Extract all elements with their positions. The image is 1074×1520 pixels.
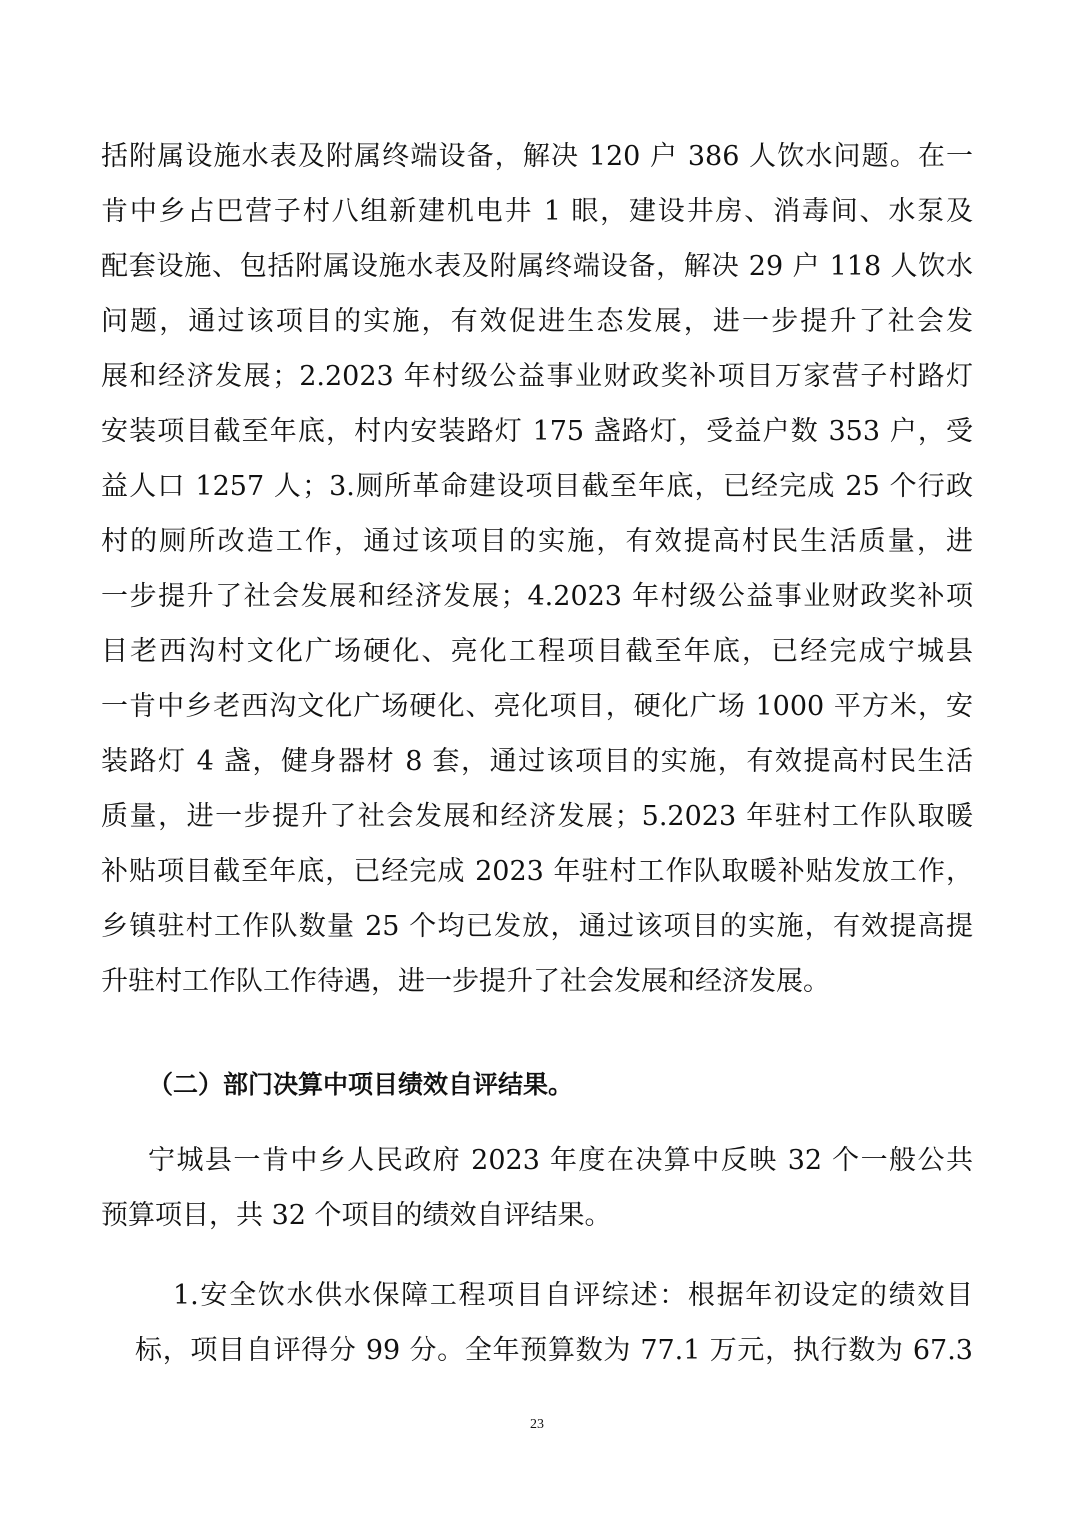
text-line: 肯中乡占巴营子村八组新建机电井 1 眼，建设井房、消毒间、水泵及 [101,196,973,227]
section-heading: （二）部门决算中项目绩效自评结果。 [148,1070,574,1099]
text-line: 目老西沟村文化广场硬化、亮化工程项目截至年底，已经完成宁城县 [101,636,973,667]
page-number: 23 [530,1417,544,1432]
text-line: 乡镇驻村工作队数量 25 个均已发放，通过该项目的实施，有效提高提 [101,911,973,942]
text-line: 预算项目，共 32 个项目的绩效自评结果。 [101,1200,612,1231]
text-line: 1.安全饮水供水保障工程项目自评综述：根据年初设定的绩效目 [173,1280,973,1311]
text-line: 括附属设施水表及附属终端设备，解决 120 户 386 人饮水问题。在一 [101,141,973,172]
text-line: 升驻村工作队工作待遇，进一步提升了社会发展和经济发展。 [101,966,830,997]
text-line: 宁城县一肯中乡人民政府 2023 年度在决算中反映 32 个一般公共 [148,1145,973,1176]
text-line: 质量，进一步提升了社会发展和经济发展；5.2023 年驻村工作队取暖 [101,801,973,832]
text-line: 一步提升了社会发展和经济发展；4.2023 年村级公益事业财政奖补项 [101,581,973,612]
text-line: 配套设施、包括附属设施水表及附属终端设备，解决 29 户 118 人饮水 [101,251,973,282]
text-line: 问题，通过该项目的实施，有效促进生态发展，进一步提升了社会发 [101,306,973,337]
text-line: 一肯中乡老西沟文化广场硬化、亮化项目，硬化广场 1000 平方米，安 [101,691,973,722]
text-line: 村的厕所改造工作，通过该项目的实施，有效提高村民生活质量，进 [101,526,973,557]
text-line: 标，项目自评得分 99 分。全年预算数为 77.1 万元，执行数为 67.3 [135,1335,973,1366]
text-line: 益人口 1257 人；3.厕所革命建设项目截至年底，已经完成 25 个行政 [101,471,973,502]
text-line: 安装项目截至年底，村内安装路灯 175 盏路灯，受益户数 353 户，受 [101,416,973,447]
text-line: 补贴项目截至年底，已经完成 2023 年驻村工作队取暖补贴发放工作， [101,856,973,887]
text-line: 展和经济发展；2.2023 年村级公益事业财政奖补项目万家营子村路灯 [101,361,973,392]
text-line: 装路灯 4 盏，健身器材 8 套，通过该项目的实施，有效提高村民生活 [101,746,973,777]
